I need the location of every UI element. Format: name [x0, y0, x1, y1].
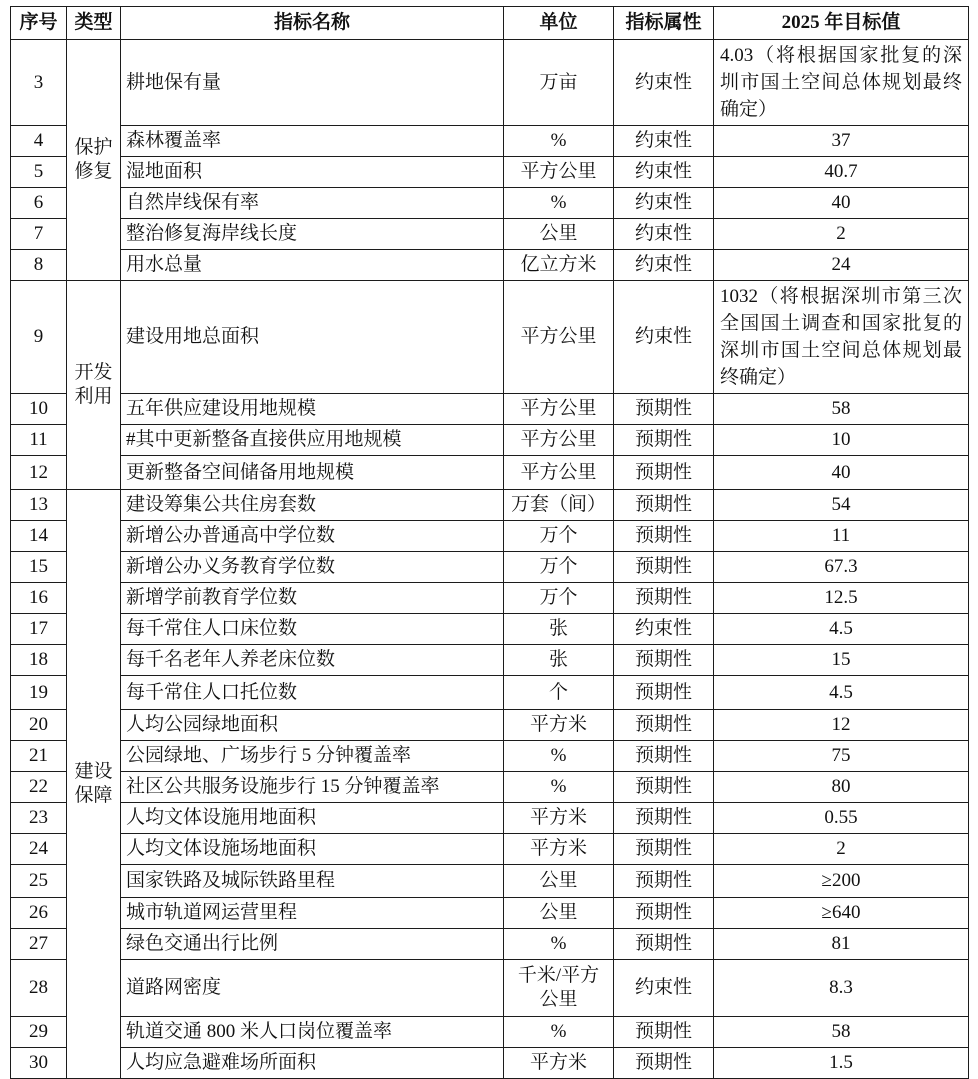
indicator-table — [10, 6, 969, 1079]
cell-attribute: 预期性 — [614, 1048, 714, 1079]
cell-target: 15 — [714, 645, 969, 676]
cell-serial: 4 — [11, 126, 67, 157]
cell-indicator-name: 公园绿地、广场步行 5 分钟覆盖率 — [121, 741, 504, 772]
cell-target: 40.7 — [714, 157, 969, 188]
cell-attribute: 预期性 — [614, 552, 714, 583]
cell-target: 37 — [714, 126, 969, 157]
cell-unit: 万个 — [504, 583, 614, 614]
cell-attribute: 预期性 — [614, 865, 714, 898]
cell-indicator-name: 湿地面积 — [121, 157, 504, 188]
cell-target: 58 — [714, 394, 969, 425]
table-row — [11, 676, 969, 710]
cell-indicator-name: 每千常住人口托位数 — [121, 676, 504, 710]
cell-attribute: 约束性 — [614, 281, 714, 394]
cell-unit: 公里 — [504, 898, 614, 929]
cell-unit: 平方公里 — [504, 456, 614, 490]
cell-attribute: 预期性 — [614, 676, 714, 710]
cell-unit: 个 — [504, 676, 614, 710]
cell-attribute: 预期性 — [614, 772, 714, 803]
cell-target: 2 — [714, 834, 969, 865]
cell-target: ≥200 — [714, 865, 969, 898]
cell-serial: 29 — [11, 1017, 67, 1048]
cell-target: 40 — [714, 188, 969, 219]
cell-attribute: 预期性 — [614, 425, 714, 456]
cell-unit: % — [504, 772, 614, 803]
cell-attribute: 约束性 — [614, 188, 714, 219]
cell-indicator-name: 自然岸线保有率 — [121, 188, 504, 219]
cell-indicator-name: 人均文体设施场地面积 — [121, 834, 504, 865]
cell-serial: 18 — [11, 645, 67, 676]
cell-target: 11 — [714, 521, 969, 552]
cell-attribute: 预期性 — [614, 456, 714, 490]
table-row — [11, 394, 969, 425]
table-row — [11, 741, 969, 772]
cell-unit: % — [504, 188, 614, 219]
header-name: 指标名称 — [121, 7, 504, 40]
cell-indicator-name: 森林覆盖率 — [121, 126, 504, 157]
cell-serial: 8 — [11, 250, 67, 281]
table-row — [11, 40, 969, 126]
cell-indicator-name: 新增学前教育学位数 — [121, 583, 504, 614]
cell-indicator-name: #其中更新整备直接供应用地规模 — [121, 425, 504, 456]
table-row — [11, 834, 969, 865]
cell-unit: 万亩 — [504, 40, 614, 126]
table-row — [11, 521, 969, 552]
cell-serial: 23 — [11, 803, 67, 834]
cell-attribute: 预期性 — [614, 834, 714, 865]
cell-attribute: 预期性 — [614, 1017, 714, 1048]
header-serial: 序号 — [11, 7, 67, 40]
cell-serial: 17 — [11, 614, 67, 645]
cell-target: 4.5 — [714, 614, 969, 645]
cell-unit: 万套（间） — [504, 490, 614, 521]
cell-type-group: 建设保障 — [67, 490, 121, 1079]
cell-serial: 14 — [11, 521, 67, 552]
cell-serial: 7 — [11, 219, 67, 250]
table-row — [11, 898, 969, 929]
cell-indicator-name: 国家铁路及城际铁路里程 — [121, 865, 504, 898]
cell-target: ≥640 — [714, 898, 969, 929]
cell-serial: 19 — [11, 676, 67, 710]
cell-serial: 22 — [11, 772, 67, 803]
cell-indicator-name: 更新整备空间储备用地规模 — [121, 456, 504, 490]
table-row — [11, 425, 969, 456]
cell-unit: 万个 — [504, 552, 614, 583]
cell-attribute: 预期性 — [614, 741, 714, 772]
table-row — [11, 281, 969, 394]
cell-indicator-name: 五年供应建设用地规模 — [121, 394, 504, 425]
cell-attribute: 预期性 — [614, 929, 714, 960]
table-row — [11, 1048, 969, 1079]
table-row — [11, 552, 969, 583]
cell-unit: 公里 — [504, 865, 614, 898]
cell-target: 4.03（将根据国家批复的深圳市国土空间总体规划最终确定） — [714, 40, 969, 126]
cell-indicator-name: 社区公共服务设施步行 15 分钟覆盖率 — [121, 772, 504, 803]
cell-target: 58 — [714, 1017, 969, 1048]
cell-indicator-name: 每千常住人口床位数 — [121, 614, 504, 645]
cell-target: 81 — [714, 929, 969, 960]
cell-indicator-name: 城市轨道网运营里程 — [121, 898, 504, 929]
cell-unit: 平方公里 — [504, 157, 614, 188]
cell-unit: 千米/平方公里 — [504, 960, 614, 1017]
cell-serial: 25 — [11, 865, 67, 898]
table-row — [11, 250, 969, 281]
cell-attribute: 预期性 — [614, 710, 714, 741]
cell-target: 24 — [714, 250, 969, 281]
cell-indicator-name: 每千名老年人养老床位数 — [121, 645, 504, 676]
cell-indicator-name: 耕地保有量 — [121, 40, 504, 126]
table-row — [11, 456, 969, 490]
cell-attribute: 约束性 — [614, 960, 714, 1017]
header-row — [11, 7, 969, 40]
cell-attribute: 预期性 — [614, 394, 714, 425]
cell-unit: 平方公里 — [504, 281, 614, 394]
cell-attribute: 预期性 — [614, 898, 714, 929]
cell-target: 40 — [714, 456, 969, 490]
header-type: 类型 — [67, 7, 121, 40]
cell-indicator-name: 建设用地总面积 — [121, 281, 504, 394]
cell-unit: % — [504, 929, 614, 960]
cell-attribute: 预期性 — [614, 645, 714, 676]
cell-attribute: 约束性 — [614, 126, 714, 157]
table-row — [11, 803, 969, 834]
cell-serial: 13 — [11, 490, 67, 521]
cell-serial: 28 — [11, 960, 67, 1017]
cell-unit: % — [504, 126, 614, 157]
cell-unit: 平方公里 — [504, 425, 614, 456]
cell-indicator-name: 轨道交通 800 米人口岗位覆盖率 — [121, 1017, 504, 1048]
cell-attribute: 约束性 — [614, 157, 714, 188]
table-row — [11, 710, 969, 741]
cell-type-group: 保护修复 — [67, 40, 121, 281]
cell-unit: % — [504, 1017, 614, 1048]
table-row — [11, 157, 969, 188]
table-row — [11, 219, 969, 250]
cell-serial: 24 — [11, 834, 67, 865]
table-row — [11, 772, 969, 803]
cell-attribute: 预期性 — [614, 583, 714, 614]
cell-indicator-name: 建设筹集公共住房套数 — [121, 490, 504, 521]
cell-target: 1032（将根据深圳市第三次全国国土调查和国家批复的深圳市国土空间总体规划最终确定） — [714, 281, 969, 394]
cell-serial: 16 — [11, 583, 67, 614]
table-row — [11, 645, 969, 676]
cell-attribute: 预期性 — [614, 490, 714, 521]
cell-target: 12.5 — [714, 583, 969, 614]
cell-target: 75 — [714, 741, 969, 772]
cell-unit: 亿立方米 — [504, 250, 614, 281]
cell-attribute: 预期性 — [614, 803, 714, 834]
cell-target: 54 — [714, 490, 969, 521]
cell-target: 12 — [714, 710, 969, 741]
cell-indicator-name: 新增公办义务教育学位数 — [121, 552, 504, 583]
cell-serial: 30 — [11, 1048, 67, 1079]
cell-serial: 26 — [11, 898, 67, 929]
cell-unit: 平方米 — [504, 803, 614, 834]
cell-indicator-name: 整治修复海岸线长度 — [121, 219, 504, 250]
cell-unit: % — [504, 741, 614, 772]
cell-attribute: 约束性 — [614, 614, 714, 645]
table-row — [11, 490, 969, 521]
table-row — [11, 1017, 969, 1048]
table-row — [11, 188, 969, 219]
table-row — [11, 614, 969, 645]
cell-indicator-name: 用水总量 — [121, 250, 504, 281]
cell-indicator-name: 新增公办普通高中学位数 — [121, 521, 504, 552]
cell-target: 2 — [714, 219, 969, 250]
table-row — [11, 960, 969, 1017]
cell-indicator-name: 道路网密度 — [121, 960, 504, 1017]
cell-unit: 平方米 — [504, 834, 614, 865]
cell-serial: 11 — [11, 425, 67, 456]
cell-indicator-name: 绿色交通出行比例 — [121, 929, 504, 960]
cell-unit: 平方米 — [504, 1048, 614, 1079]
cell-target: 0.55 — [714, 803, 969, 834]
cell-target: 8.3 — [714, 960, 969, 1017]
cell-serial: 15 — [11, 552, 67, 583]
cell-serial: 10 — [11, 394, 67, 425]
header-target: 2025 年目标值 — [714, 7, 969, 40]
cell-serial: 21 — [11, 741, 67, 772]
cell-serial: 6 — [11, 188, 67, 219]
table-body — [11, 40, 969, 1079]
cell-serial: 12 — [11, 456, 67, 490]
cell-indicator-name: 人均应急避难场所面积 — [121, 1048, 504, 1079]
cell-attribute: 约束性 — [614, 219, 714, 250]
table-row — [11, 865, 969, 898]
cell-serial: 5 — [11, 157, 67, 188]
header-attribute: 指标属性 — [614, 7, 714, 40]
cell-serial: 20 — [11, 710, 67, 741]
cell-unit: 平方公里 — [504, 394, 614, 425]
cell-unit: 平方米 — [504, 710, 614, 741]
cell-unit: 万个 — [504, 521, 614, 552]
cell-serial: 9 — [11, 281, 67, 394]
cell-attribute: 约束性 — [614, 40, 714, 126]
header-unit: 单位 — [504, 7, 614, 40]
cell-attribute: 约束性 — [614, 250, 714, 281]
cell-target: 80 — [714, 772, 969, 803]
table-row — [11, 929, 969, 960]
table-row — [11, 583, 969, 614]
cell-type-group: 开发利用 — [67, 281, 121, 490]
cell-unit: 张 — [504, 614, 614, 645]
cell-serial: 27 — [11, 929, 67, 960]
table-row — [11, 126, 969, 157]
cell-unit: 公里 — [504, 219, 614, 250]
cell-target: 67.3 — [714, 552, 969, 583]
cell-attribute: 预期性 — [614, 521, 714, 552]
cell-indicator-name: 人均公园绿地面积 — [121, 710, 504, 741]
cell-unit: 张 — [504, 645, 614, 676]
cell-target: 4.5 — [714, 676, 969, 710]
cell-target: 1.5 — [714, 1048, 969, 1079]
cell-serial: 3 — [11, 40, 67, 126]
cell-indicator-name: 人均文体设施用地面积 — [121, 803, 504, 834]
cell-target: 10 — [714, 425, 969, 456]
